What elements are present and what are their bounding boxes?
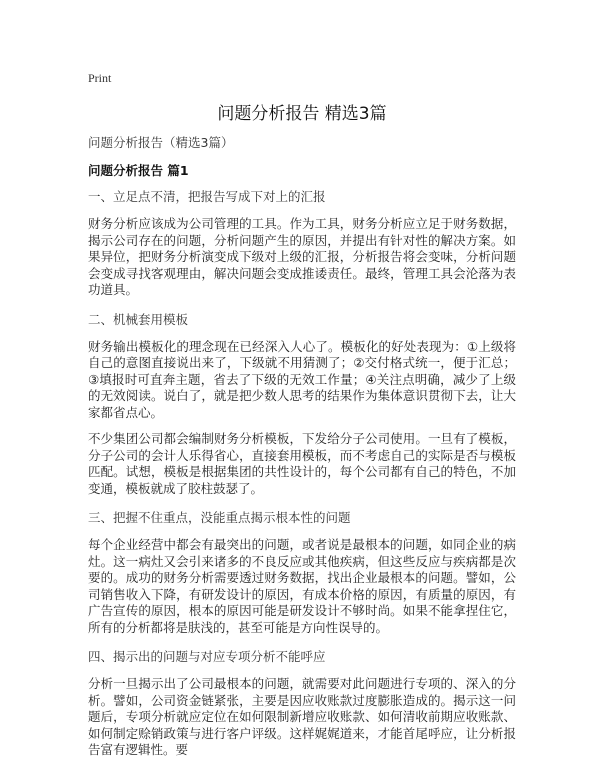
document-title: 问题分析报告 精选3篇: [217, 104, 387, 124]
section-heading-1: 一、立足点不清，把报告写成下对上的汇报: [88, 189, 326, 204]
document-page: [88, 70, 516, 759]
section-3-paragraph-1: 每个企业经营中都会有最突出的问题，或者说是最根本的问题，如同企业的病灶。这一病灶又会引来诸多的不良反应或其他疾病，但这些反应与疾病都是次要的。成功的财务分析需要透过财务数据，找出企业最根本的问题。譬如，公司销售收入下降，有研发设计的原因，有成本价格的原因，有质量的原因，有广告宣传的原因，根本的原因可能是研发设计不够时尚。如果不能拿捏住它，所有的分析都将是肤浅的，甚至可能是方向性误导的。: [88, 537, 516, 635]
section-heading-3: 三、把握不住重点，没能重点揭示根本性的问题: [88, 510, 351, 525]
section-2-paragraph-2: 不少集团公司都会编制财务分析模板，下发给分子公司使用。一旦有了模板，分子公司的会计人乐得省心，直接套用模板，而不考虑自己的实际是否与模板匹配。试想，模板是根据集团的共性设计的，每个公司都有自己的特色，不加变通，模板就成了胶柱鼓瑟了。: [88, 431, 516, 496]
section-4-paragraph-1: 分析一旦揭示出了公司最根本的问题，就需要对此问题进行专项的、深入的分析。譬如，公司资金链紧张，主要是因应收账款过度膨胀造成的。揭示这一问题后，专项分析就应定位在如何限制新增应收账款、如何清收前期应收账款、如何制定赊销政策与进行客户评级。这样娓娓道来，才能首尾呼应，让分析报告富有逻辑性。要: [88, 676, 516, 757]
section-1-paragraph-1: 财务分析应该成为公司管理的工具。作为工具，财务分析应立足于财务数据，揭示公司存在的问题，分析问题产生的原因，并提出有针对性的解决方案。如果异位，把财务分析演变成下级对上级的汇报，分析报告将会变味，分析问题会变成寻找客观理由，解决问题会变成推诿责任。最终，管理工具会沦落为表功道具。: [88, 216, 516, 297]
document-subtitle: 问题分析报告（精选3篇）: [88, 135, 234, 150]
section-heading-4: 四、揭示出的问题与对应专项分析不能呼应: [88, 649, 326, 664]
print-label[interactable]: Print: [88, 71, 112, 85]
article-heading: 问题分析报告 篇1: [88, 163, 189, 178]
section-2-paragraph-1: 财务输出模板化的理念现在已经深入人心了。模板化的好处表现为：①上级将自己的意图直接说出来了，下级就不用猜测了；②交付格式统一，便于汇总；③填报时可直奔主题，省去了下级的无效工作量；④关注点明确，减少了上级的无效阅读。说白了，就是把少数人思考的结果作为集体意识贯彻下去，让大家都省点心。: [88, 338, 516, 420]
section-heading-2: 二、机械套用模板: [88, 311, 189, 327]
